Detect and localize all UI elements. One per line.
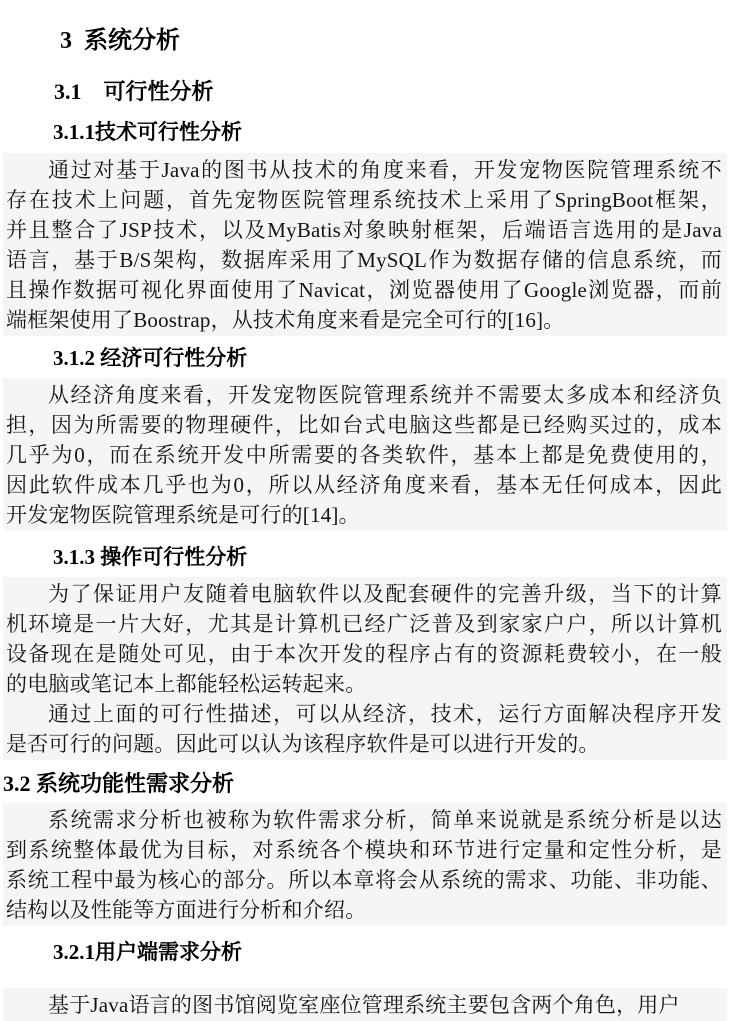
paragraph-economic-feasibility: [6, 380, 722, 530]
text-line: 通过上面的可行性描述，可以从经济，技术，运行方面解决程序开发: [48, 702, 722, 726]
highlight-band-technical: [3, 153, 727, 336]
subsection-heading-3-1-1: 3.1.1技术可行性分析: [53, 120, 242, 144]
paragraph-user-requirements-clipped: [6, 990, 722, 1020]
text-line: 是否可行的问题。因此可以认为该程序软件是可以进行开发的。: [6, 732, 600, 756]
subsection-heading-3-1-3: 3.1.3 操作可行性分析: [53, 545, 248, 569]
text-line: 机环境是一片大好，尤其是计算机已经广泛普及到家家户户，所以计算机: [6, 612, 722, 636]
paragraph-feasibility-summary: [6, 699, 722, 759]
text-line: 担，因为所需要的物理硬件，比如台式电脑这些都是已经购买过的，成本: [6, 413, 722, 437]
text-line: 并且整合了JSP技术，以及MyBatis对象映射框架，后端语言选用的是Java: [6, 218, 722, 242]
text-line: 几乎为0，而在系统开发中所需要的各类软件，基本上都是免费使用的，: [6, 443, 722, 467]
text-line: 因此软件成本几乎也为0，所以从经济角度来看，基本无任何成本，因此: [6, 473, 722, 497]
highlight-band-user-requirements: [3, 988, 727, 1021]
document-page: [0, 26, 733, 1017]
text-line: 通过对基于Java的图书从技术的角度来看，开发宠物医院管理系统不: [48, 158, 722, 182]
highlight-band-operational: [3, 577, 727, 760]
subsection-heading-3-2-1: 3.2.1用户端需求分析: [53, 940, 242, 964]
chapter-heading: 3 系统分析: [60, 28, 180, 54]
text-line: 存在技术上问题，首先宠物医院管理系统技术上采用了SpringBoot框架，: [6, 188, 722, 212]
section-heading-3-2: 3.2 系统功能性需求分析: [3, 771, 235, 796]
text-line: 且操作数据可视化界面使用了Navicat，浏览器使用了Google浏览器，而前: [6, 278, 722, 302]
text-line: 系统工程中最为核心的部分。所以本章将会从系统的需求、功能、非功能、: [6, 868, 722, 892]
text-line: 结构以及性能等方面进行分析和介绍。: [6, 898, 367, 922]
highlight-band-economic: [3, 378, 727, 531]
text-line: 端框架使用了Boostrap，从技术角度来看是完全可行的[16]。: [6, 308, 565, 332]
text-line: 语言，基于B/S架构，数据库采用了MySQL作为数据存储的信息系统，而: [6, 248, 722, 272]
text-line: 到系统整体最优为目标，对系统各个模块和环节进行定量和定性分析，是: [6, 838, 722, 862]
paragraph-requirements-analysis: [6, 805, 722, 925]
text-line: 设备现在是随处可见，由于本次开发的程序占有的资源耗费较小，在一般: [6, 642, 722, 666]
section-heading-3-1: 3.1 可行性分析: [54, 79, 214, 104]
text-line: 为了保证用户友随着电脑软件以及配套硬件的完善升级，当下的计算: [48, 582, 722, 606]
text-line: 的电脑或笔记本上都能轻松运转起来。: [6, 672, 367, 696]
paragraph-technical-feasibility: [6, 155, 722, 335]
paragraph-operational-feasibility: [6, 579, 722, 699]
highlight-band-requirements: [3, 803, 727, 926]
text-line: 开发宠物医院管理系统是可行的[14]。: [6, 503, 360, 527]
text-line: 系统需求分析也被称为软件需求分析，简单来说就是系统分析是以达: [48, 808, 722, 832]
text-line: 从经济角度来看，开发宠物医院管理系统并不需要太多成本和经济负: [48, 383, 722, 407]
text-line: 基于Java语言的图书馆阅览室座位管理系统主要包含两个角色，用户: [48, 993, 680, 1017]
subsection-heading-3-1-2: 3.1.2 经济可行性分析: [53, 346, 248, 370]
